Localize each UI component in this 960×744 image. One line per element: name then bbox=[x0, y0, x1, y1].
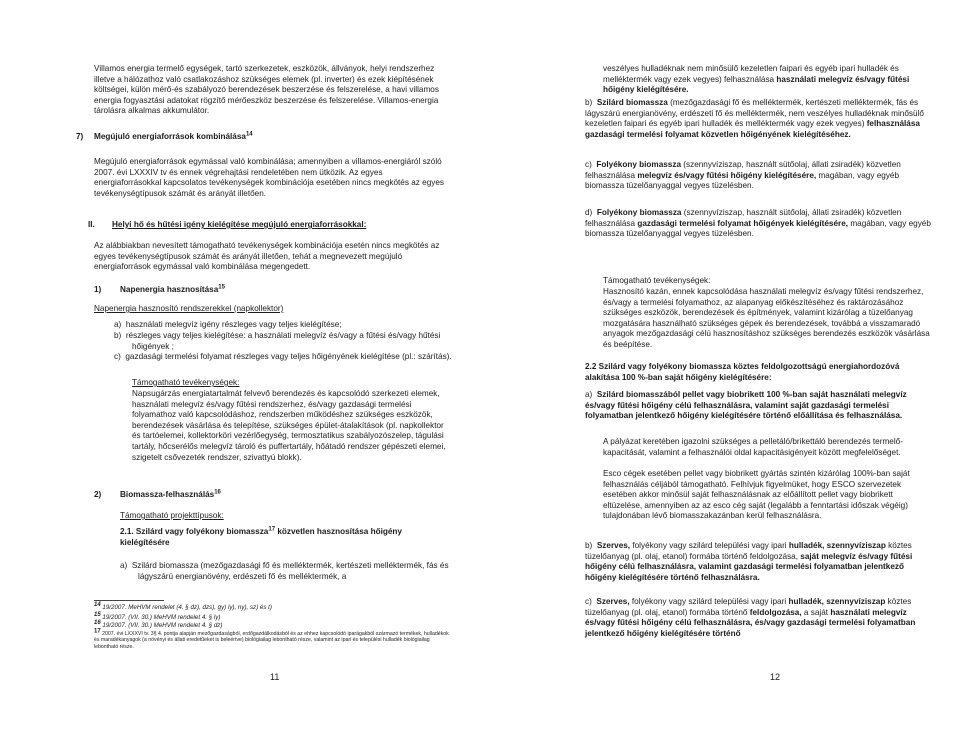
list-item: b) részleges vagy teljes kielégítése: a használati melegvíz és/vagy a fűtési és/vagy hűtési hőigények ; bbox=[114, 331, 441, 351]
section-7-number: 7) bbox=[76, 132, 84, 141]
item-c2-emphasis-2: hulladék, szennyvíziszap bbox=[788, 597, 886, 606]
item-a2-emphasis: Szilárd biomasszából pellet vagy biobrikett 100 %-ban saját használati melegvíz és/vagy fűtési hőigény célú felhasználásra, valamint saját gazdasági termelési folyamatban jelentkező hőigény kielégítésére történő előállítása és felhasználása. bbox=[585, 390, 907, 421]
item-c2-text: folyékony vagy szilárd települési vagy ipari bbox=[629, 597, 789, 606]
section-ii-heading bbox=[88, 220, 452, 231]
item-c2-emphasis-4: használati melegvíz és/vagy fűtési hőigény célú felhasználásra, és/vagy gazdasági termelési folyamatban jelentkező hőigény kielégítésére történő bbox=[585, 607, 916, 638]
item-d-text-2: magában, vagy egyéb biomassza tüzelőanyaggal vegyes tüzelésben. bbox=[585, 218, 931, 239]
item-c2-text-3: a saját bbox=[801, 607, 831, 617]
section-1-activities-text: Napsugárzás energiatartalmát felvevő berendezés és kapcsolódó szerkezeti elemek, használati melegvíz és/vagy fűtési rendszerhez, és/vagy gazdasági termelési folyamathoz való kapcsolódáshoz, rendszerben működéshez szükséges eszközök, berendezések vásárlása és telepítése, szükséges épület-átalakítások (pl. napkollektor és tartóelemei, kollektorköri vezérlőegység, termosztatikus szabályozószelep, tágulási tartály, hőcserélős melegvíz tároló és puffertartály, hőátadó rendszer gépészeti elemei, szigetelt csővezeték rendszer, szivattyú blokk). bbox=[132, 389, 446, 462]
item-b-emphasis-2: felhasználása gazdasági termelési folyamat közvetlen hőigényének kielégítéséhez. bbox=[585, 119, 920, 139]
footnote-number: 16 bbox=[94, 619, 101, 626]
section-7-heading bbox=[76, 131, 452, 143]
footnote-17 bbox=[94, 628, 452, 650]
section-2-title: Biomassza-felhasználás bbox=[120, 490, 215, 499]
footnote-text: 19/2007. (VII. 30.) MeHVM rendelet 4. § ly) bbox=[102, 614, 221, 621]
footnote-number: 14 bbox=[94, 601, 101, 608]
item-c-emphasis-2: melegvíz és/vagy fűtési hőigény kielégítésére, bbox=[637, 170, 817, 180]
section-7-text: Megújuló energiaforrások egymással való kombinálása; amennyiben a villamos-energiáról szóló 2007. évi LXXXIV tv és ennek végrehajtási rendeletében nem ütközik. Az egyes energiaforrásokkal kapcsolatos tevékenységek kombinációja esetében nincs megkötés az egyes tevékenységtípusok számát és arányát illetően. bbox=[94, 157, 444, 198]
page-number: 12 bbox=[770, 672, 781, 682]
section-1-number: 1) bbox=[94, 285, 102, 294]
item-b2 bbox=[585, 541, 933, 583]
section-1-activities-label: Támogatható tevékenységek: bbox=[132, 378, 240, 387]
right-page bbox=[480, 0, 960, 744]
footnote-text: 19/2007. MeHVM rendelet (4. § dz), dzs), gy) ly), ny), sz) és t) bbox=[102, 604, 272, 611]
item-a2 bbox=[585, 390, 933, 422]
item-c-emphasis: Folyékony biomassza bbox=[596, 160, 682, 169]
footnote-number: 15 bbox=[94, 611, 101, 618]
item-marker: a) bbox=[585, 390, 597, 399]
item-a-emphasis: használati melegvíz és/vagy fűtési hőigény kielégítésére. bbox=[603, 74, 910, 95]
item-marker: d) bbox=[585, 208, 597, 217]
section-2-2-heading: 2.2 Szilárd vagy folyékony biomassza köztes feldolgozottságú energiahordozóvá alakítása 100 %-ban saját hőigény kielégítésére: bbox=[585, 362, 900, 382]
list-item: a) használati melegvíz igény részleges vagy teljes kielégítése; bbox=[114, 320, 342, 329]
section-2-1-title: 2.1. Szilárd vagy folyékony biomassza bbox=[120, 527, 269, 536]
item-c2-emphasis: Szerves, bbox=[596, 597, 630, 606]
activities-label: Támogatható tevékenységek: bbox=[603, 276, 711, 285]
page-number: 11 bbox=[270, 672, 280, 682]
item-b2-emphasis: Szerves, bbox=[596, 541, 631, 550]
intro-paragraph: Villamos energia termelő egységek, tartó szerkezetek, eszközök, állványok, helyi rendszerhez illetve a hálózathoz való csatlakozáshoz szükséges elemek (pl. inverter) és ezek kiépítésének költségei, külön mérő-és szabályozó berendezések beszerzése és felszerelése, a havi villamos energia fogyasztási adatokat rögzítő mérőeszköz beszerzése és felszerelése. Villamos-energia tárolásra alkalmas akkumulátor. bbox=[94, 64, 439, 116]
section-ii-text: Az alábbiakban nevesített támogatható tevékenységek kombinációja esetén nincs megkötés az egyes tevékenységtípusok számát és arányát illetően, tehát a megnevezett megújuló energiaforrások egymással való kombinálása megengedett. bbox=[94, 241, 440, 272]
item-marker: b) bbox=[585, 541, 597, 550]
footnote-text: 2007. évi LXXXVI tv. 3§ 4. pontja alapján mezőgazdaságból, erdőgazdálkodásból és az ehhez kapcsolódó iparágakból származó termékek, hulladékok és maradékanyagok (a növényi és állati eredetűeket is beleértve) biológiailag lebontható része, valamint az ipari és települési hulladék biológiailag lebontható része. bbox=[94, 631, 449, 650]
section-2-number: 2) bbox=[94, 490, 102, 499]
list-item: c) gazdasági termelési folyamat részleges vagy teljes hőigényének kielégítése (pl.: szárítás). bbox=[114, 352, 452, 361]
footnote-15 bbox=[94, 611, 452, 622]
item-c-text: (szennyvíziszap, használt sütőolaj, állati zsiradék) közvetlen felhasználása bbox=[585, 160, 901, 180]
section-ii-title: Helyi hő és hűtési igény kielégítése megújuló energiaforrásokkal: bbox=[112, 220, 367, 229]
footnote-14 bbox=[94, 601, 452, 612]
item-d-text: (szennyvíziszap, használt sütőolaj, állati zsiradék) közvetlen felhasználása bbox=[585, 208, 902, 228]
footnote-ref-16: 16 bbox=[214, 489, 221, 496]
item-marker: c) bbox=[585, 597, 597, 606]
footnote-ref-14: 14 bbox=[245, 131, 253, 138]
item-d-emphasis: Folyékony biomassza bbox=[596, 208, 682, 217]
section-1-title: Napenergia hasznosítása bbox=[120, 285, 219, 294]
item-d-emphasis-2: gazdasági termelési folyamat hőigények kielégítésére, bbox=[637, 218, 849, 228]
item-c bbox=[585, 160, 933, 192]
item-b bbox=[585, 98, 933, 140]
footnote-16 bbox=[94, 619, 452, 630]
item-b2-emphasis-3: saját melegvíz és/vagy fűtési hőigény célú felhasználásra, valamint gazdasági termelési folyamatban jelentkező hőigény kielégítésére történő felhasználásra. bbox=[585, 551, 913, 582]
item-a2-paragraph-2: Esco cégek esetében pellet vagy biobrikett gyártás szintén kizárólag 100%-ban saját felhasználás céljából támogatható. Felhívjuk figyelmüket, hogy ESCO szervezetek esetében akkor minősül saját felhasználásnak az előállított pellet vagy biobrikett eltüzelése, amennyiben az az esco cég saját (legalább a fenntartási időszak végéig) tulajdonában lévő biomasszakazánban kerül felhasználásra. bbox=[603, 469, 910, 521]
item-c-text-2: magában, vagy egyéb biomassza tüzelőanyaggal vegyes tüzelésben. bbox=[585, 170, 900, 191]
footnote-number: 17 bbox=[94, 628, 101, 635]
section-7-title: Megújuló energiaforrások kombinálása bbox=[94, 132, 246, 141]
item-d bbox=[585, 208, 933, 240]
section-ii-number: II. bbox=[88, 220, 95, 229]
section-2-1-title-rest: közvetlen hasznosítása hőigény kielégítésére bbox=[120, 527, 402, 547]
section-2-project-types-label: Támogatható projekttípusok: bbox=[120, 511, 224, 520]
section-1-subheading: Napenergia hasznosító rendszerekkel (napkollektor) bbox=[94, 304, 284, 313]
section-1-heading bbox=[94, 285, 452, 296]
item-a-text: veszélyes hulladéknak nem minősülő kezeletlen faipari és egyéb ipari hulladék és melléktermék vagy ezek vegyes) felhasználása bbox=[603, 64, 899, 84]
item-b-emphasis: Szilárd biomassza bbox=[596, 98, 668, 107]
section-2-heading bbox=[94, 490, 452, 501]
item-b2-emphasis-2: hulladék, szennyvíziszap bbox=[788, 541, 886, 550]
footnote-ref-17: 17 bbox=[268, 526, 276, 533]
footnote-text: 19/2007. (VII. 30.) MeHVM rendelet 4. § dz) bbox=[102, 622, 223, 629]
section-2-1-heading bbox=[120, 527, 452, 548]
item-b-text: (mezőgazdasági fő és melléktermék, kertészeti melléktermék, fás és lágyszárú energianövény, erdészeti fő és melléktermék, nem veszélyes hulladéknak minősülő kezeletlen faipari és egyéb ipari hulladék és melléktermék vagy ezek vegyes) bbox=[585, 98, 924, 129]
item-c2-emphasis-3: feldolgozása, bbox=[749, 607, 802, 617]
footnote-rule bbox=[94, 600, 164, 601]
item-b2-text-2: köztes tüzelőanyag (pl. olaj, etanol) formába történő feldolgozása, bbox=[585, 541, 912, 561]
item-a2-paragraph-1: A pályázat keretében igazolni szükséges a pelletáló/brikettáló berendezés termelő-kapacitását, valamint a felhasználói oldal kapacitásigényeit között megfelelőséget. bbox=[603, 437, 903, 457]
continued-item-a bbox=[603, 64, 933, 96]
item-marker: c) bbox=[585, 160, 597, 169]
item-c2 bbox=[585, 597, 933, 639]
item-b2-text: folyékony vagy szilárd települési vagy ipari bbox=[630, 541, 789, 550]
item-marker: b) bbox=[585, 98, 597, 107]
item-c2-text-2: köztes tüzelőanyag (pl. olaj, etanol) formába történő bbox=[585, 597, 912, 617]
section-2-1-item-a: a) Szilárd biomassza (mezőgazdasági fő és melléktermék, kertészeti melléktermék, fás és lágyszárú energianövény, erdészeti fő és melléktermék, a bbox=[120, 561, 449, 581]
footnote-ref-15: 15 bbox=[218, 284, 225, 291]
activities-text: Hasznosító kazán, ennek kapcsolódása használati melegvíz és/vagy fűtési rendszerhez, és/vagy a termelési folyamathoz, az alapanyag előkészítéséhez és raktározásához szükséges eszközök, berendezések és építmények, valamint kizárólag a tüzelőanyag mozgatására használható szükséges gépek és berendezések, továbbá a visszamaradó anyagok mezőgazdasági célú hasznosításhoz szükséges berendezés eszközök vásárlása és beépítése. bbox=[603, 287, 930, 349]
